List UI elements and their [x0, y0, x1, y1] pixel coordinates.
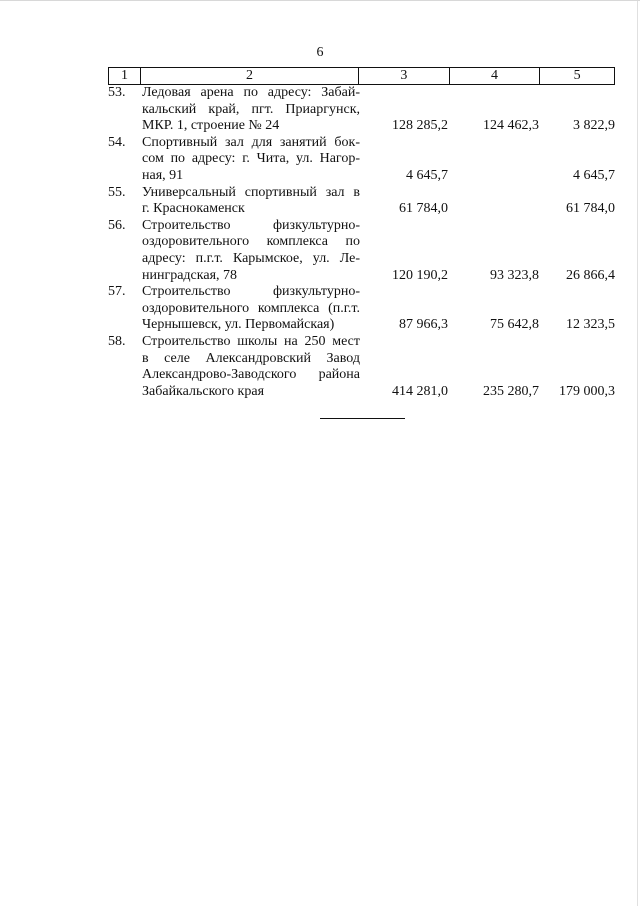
description-line: нинградская, 78 [142, 267, 238, 283]
scan-edge [637, 1, 638, 906]
value-col-5: 26 866,4 [566, 267, 615, 283]
row-number: 57. [108, 284, 126, 300]
row-number: 55. [108, 184, 126, 200]
row-description [142, 334, 360, 400]
description-line: адресу: п.г.т. Карымское, ул. Ле- [142, 250, 360, 266]
value-col-4: 75 642,8 [490, 317, 539, 333]
value-col-5: 4 645,7 [573, 167, 615, 183]
description-line: Строительство физкультурно- [142, 284, 360, 300]
table-end-divider [320, 418, 405, 419]
row-description [142, 85, 360, 135]
description-line: Строительство физкультурно- [142, 217, 360, 233]
header-cell-5: 5 [573, 68, 581, 83]
description-line: ная, 91 [142, 167, 184, 183]
value-col-3: 414 281,0 [392, 383, 448, 399]
table-header-row [108, 67, 615, 85]
description-line: МКР. 1, строение № 24 [142, 118, 280, 134]
page-number: 6 [316, 45, 324, 60]
row-number: 54. [108, 134, 126, 150]
row-number: 58. [108, 333, 126, 349]
table-row [108, 218, 615, 284]
description-line: оздоровительного комплекса по [142, 234, 360, 250]
value-col-3: 61 784,0 [399, 201, 448, 217]
description-line: Строительство школы на 250 мест [142, 333, 360, 349]
value-col-3: 128 285,2 [392, 118, 448, 134]
value-col-4: 235 280,7 [483, 383, 539, 399]
table-row [108, 135, 615, 185]
value-col-5: 179 000,3 [559, 383, 615, 399]
value-col-5: 61 784,0 [566, 201, 615, 217]
description-line: оздоровительного комплекса (п.г.т. [142, 300, 360, 316]
description-line: Забайкальского края [142, 383, 265, 399]
value-col-5: 3 822,9 [573, 118, 615, 134]
row-description [142, 218, 360, 284]
header-cell-1: 1 [109, 68, 141, 84]
row-number: 56. [108, 217, 126, 233]
value-col-5: 12 323,5 [566, 317, 615, 333]
value-col-4: 124 462,3 [483, 118, 539, 134]
table-row [108, 185, 615, 218]
header-cell-4: 4 [450, 68, 541, 84]
value-col-3: 120 190,2 [392, 267, 448, 283]
description-line: Универсальный спортивный зал в [142, 184, 360, 200]
table-row [108, 284, 615, 334]
table-row [108, 334, 615, 400]
row-description [142, 135, 360, 185]
header-cell-2: 2 [141, 68, 359, 84]
value-col-3: 87 966,3 [399, 317, 448, 333]
description-line: Спортивный зал для занятий бок- [142, 134, 360, 150]
description-line: Ледовая арена по адресу: Забай- [142, 85, 360, 100]
row-description [142, 284, 360, 334]
description-line: Александрово-Заводского района [142, 367, 360, 383]
row-number: 53. [108, 85, 126, 100]
table-row [108, 85, 615, 135]
description-line: в селе Александровский Завод [142, 350, 360, 366]
value-col-3: 4 645,7 [406, 167, 448, 183]
description-line: г. Краснокаменск [142, 201, 245, 217]
header-cell-3: 3 [359, 68, 450, 84]
description-line: Чернышевск, ул. Первомайская) [142, 317, 335, 333]
description-line: кальский край, пгт. Приаргунск, [142, 101, 360, 117]
table-body [108, 85, 615, 400]
value-col-4: 93 323,8 [490, 267, 539, 283]
description-line: сом по адресу: г. Чита, ул. Нагор- [142, 151, 360, 167]
row-description [142, 185, 360, 218]
